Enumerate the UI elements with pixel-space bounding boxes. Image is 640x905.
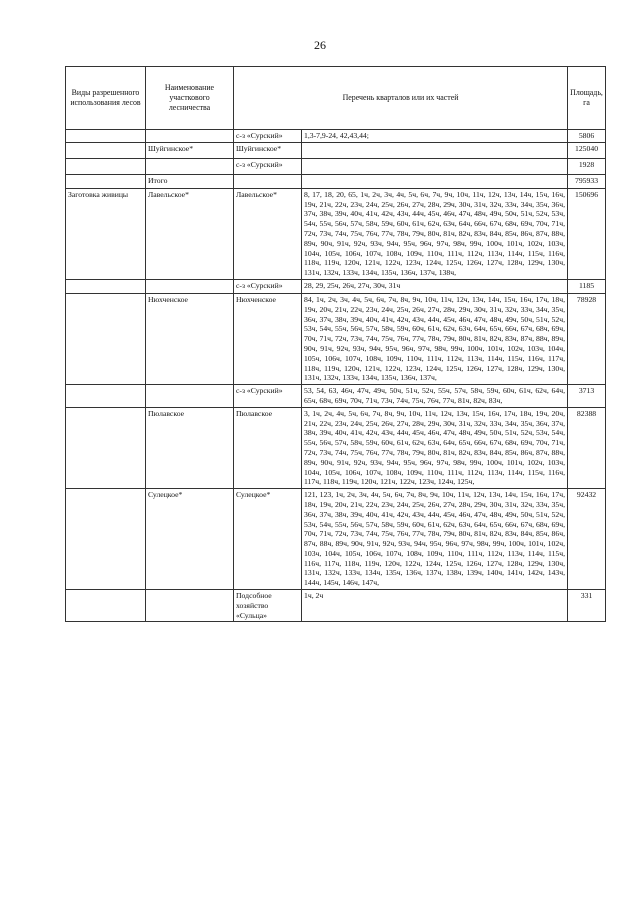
cell-district: Пюлавское [146, 407, 234, 488]
cell-quarters [302, 188, 568, 279]
cell-sub: с-з «Сурский» [234, 279, 302, 293]
header-row [66, 67, 606, 130]
cell-sub [234, 174, 302, 188]
quarters-list: 1,3-7,9-24, 42,43,44; [304, 131, 369, 140]
cell-quarters [302, 489, 568, 590]
quarters-list: 1ч, 2ч [304, 591, 324, 601]
header-quarters: Перечень кварталов или их частей [234, 67, 568, 130]
cell-quarters [302, 590, 568, 622]
forest-use-table [65, 66, 606, 622]
cell-sub: Нюхченское [234, 293, 302, 384]
table-row [66, 385, 606, 408]
cell-type [66, 158, 146, 174]
cell-area: 331 [568, 590, 606, 622]
cell-type: Заготовка живицы [66, 188, 146, 279]
cell-district: Лавельское* [146, 188, 234, 279]
header-area: Площадь, га [568, 67, 606, 130]
cell-quarters [302, 385, 568, 408]
cell-type [66, 293, 146, 384]
cell-sub: Пюлавское [234, 407, 302, 488]
table-row [66, 142, 606, 158]
page-number: 26 [314, 38, 326, 52]
cell-area: 5806 [568, 130, 606, 143]
cell-sub: с-з «Сурский» [234, 130, 302, 143]
cell-type [66, 142, 146, 158]
quarters-list: 84, 1ч, 2ч, 3ч, 4ч, 5ч, 6ч, 7ч, 8ч, 9ч, 10ч, 11ч, 12ч, 13ч, 14ч, 15ч, 16ч, 17ч, 18ч, 19ч, 20ч, 21ч, 22ч, 23ч, 24ч, 25ч, 26ч, 27ч, 28ч, 29ч, 30ч, 31ч, 32ч, 33ч, 34ч, 35ч, 36ч, 37ч, 38ч, 39ч, 40ч, 41ч, 42ч, 43ч, 44ч, 45ч, 46ч, 47ч, 48ч, 49ч, 50ч, 51ч, 52ч, 53ч, 54ч, 55ч, 56ч, 57ч, 58ч, 59ч, 60ч, 61ч, 62ч, 63ч, 64ч, 65ч, 66ч, 67ч, 68ч, 69ч, 70ч, 71ч, 72ч, 73ч, 74ч, 75ч, 76ч, 77ч, 78ч, 79ч, 80ч, 81ч, 82ч, 83ч, 87ч, 88ч, 89ч, 90ч, 91ч, 92ч, 93ч, 94ч, 95ч, 96ч, 97ч, 98ч, 99ч, 100ч, 101ч, 102ч, 103ч, 104ч, 105ч, 106ч, 107ч, 108ч, 109ч, 110ч, 111ч, 112ч, 113ч, 114ч, 115ч, 116ч, 117ч, 118ч, 119ч, 120ч, 121ч, 122ч, 123ч, 124ч, 125ч, 126ч, 127ч, 128ч, 129ч, 130ч, 131ч, 132ч, 133ч, 134ч, 135ч, 136ч, 137ч, [304, 294, 566, 383]
cell-type [66, 489, 146, 590]
cell-area: 78928 [568, 293, 606, 384]
cell-sub: Лавельское* [234, 188, 302, 279]
table-row [66, 279, 606, 293]
table-row [66, 293, 606, 384]
header-district: Наименование участкового лесничества [146, 67, 234, 130]
cell-sub: Подсобное хозяйство «Сульца» [234, 590, 302, 622]
cell-district [146, 590, 234, 622]
table-row [66, 158, 606, 174]
cell-quarters [302, 142, 568, 158]
cell-type [66, 385, 146, 408]
cell-area: 150696 [568, 188, 606, 279]
cell-quarters [302, 174, 568, 188]
total-row [66, 174, 606, 188]
cell-area: 82388 [568, 407, 606, 488]
cell-quarters [302, 293, 568, 384]
cell-type [66, 407, 146, 488]
cell-quarters [302, 407, 568, 488]
cell-district [146, 158, 234, 174]
cell-area: 1185 [568, 279, 606, 293]
cell-district [146, 385, 234, 408]
cell-district: Шуйгинское* [146, 142, 234, 158]
header-kind: Виды разрешенного использования лесов [66, 67, 146, 130]
cell-district: Сулецкое* [146, 489, 234, 590]
cell-type [66, 279, 146, 293]
table-row [66, 590, 606, 622]
cell-area: 795933 [568, 174, 606, 188]
cell-area: 125040 [568, 142, 606, 158]
quarters-list: 28, 29, 25ч, 26ч, 27ч, 30ч, 31ч [304, 280, 401, 290]
cell-quarters [302, 130, 568, 143]
cell-area: 1928 [568, 158, 606, 174]
cell-type [66, 130, 146, 143]
cell-district: Итого [146, 174, 234, 188]
cell-district [146, 279, 234, 293]
cell-sub: Сулецкое* [234, 489, 302, 590]
cell-area: 3713 [568, 385, 606, 408]
quarters-list: 3, 1ч, 2ч, 4ч, 5ч, 6ч, 7ч, 8ч, 9ч, 10ч, 11ч, 12ч, 13ч, 15ч, 16ч, 17ч, 18ч, 19ч, 20ч, 21ч, 22ч, 23ч, 24ч, 25ч, 26ч, 27ч, 28ч, 29ч, 30ч, 31ч, 32ч, 33ч, 34ч, 35ч, 36ч, 37ч, 38ч, 39ч, 40ч, 41ч, 42ч, 43ч, 44ч, 45ч, 46ч, 47ч, 48ч, 49ч, 50ч, 51ч, 52ч, 53ч, 54ч, 55ч, 56ч, 57ч, 58ч, 59ч, 60ч, 61ч, 62ч, 63ч, 64ч, 65ч, 66ч, 67ч, 68ч, 69ч, 70ч, 71ч, 72ч, 73ч, 74ч, 75ч, 76ч, 77ч, 78ч, 79ч, 80ч, 81ч, 82ч, 83ч, 84ч, 85ч, 86ч, 87ч, 88ч, 89ч, 90ч, 91ч, 92ч, 93ч, 94ч, 95ч, 96ч, 97ч, 98ч, 99ч, 100ч, 101ч, 102ч, 103ч, 104ч, 105ч, 106ч, 107ч, 108ч, 109ч, 110ч, 111ч, 112ч, 113ч, 114ч, 115ч, 116ч, 117ч, 118ч, 119ч, 120ч, 121ч, 122ч, 123ч, 124ч, 125ч, [304, 408, 566, 487]
quarters-list: 53, 54, 63, 46ч, 47ч, 49ч, 50ч, 51ч, 52ч, 55ч, 57ч, 58ч, 59ч, 60ч, 61ч, 62ч, 64ч, 65ч, 68ч, 69ч, 70ч, 71ч, 73ч, 74ч, 75ч, 76ч, 77ч, 81ч, 82ч, 83ч, [304, 386, 566, 405]
cell-sub: с-з «Сурский» [234, 385, 302, 408]
cell-district: Нюхченское [146, 293, 234, 384]
quarters-list: 121, 123, 1ч, 2ч, 3ч, 4ч, 5ч, 6ч, 7ч, 8ч, 9ч, 10ч, 11ч, 12ч, 13ч, 14ч, 15ч, 16ч, 17ч, 18ч, 19ч, 20ч, 21ч, 22ч, 23ч, 24ч, 25ч, 26ч, 27ч, 28ч, 29ч, 30ч, 31ч, 32ч, 33ч, 35ч, 36ч, 37ч, 38ч, 39ч, 40ч, 41ч, 42ч, 43ч, 44ч, 45ч, 46ч, 47ч, 48ч, 49ч, 50ч, 51ч, 52ч, 53ч, 54ч, 55ч, 56ч, 57ч, 58ч, 59ч, 60ч, 61ч, 62ч, 63ч, 64ч, 65ч, 66ч, 67ч, 68ч, 69ч, 70ч, 71ч, 72ч, 73ч, 74ч, 75ч, 76ч, 77ч, 78ч, 79ч, 80ч, 81ч, 82ч, 83ч, 84ч, 85ч, 86ч, 87ч, 88ч, 89ч, 90ч, 91ч, 92ч, 93ч, 94ч, 95ч, 96ч, 97ч, 98ч, 99ч, 100ч, 101ч, 102ч, 103ч, 104ч, 105ч, 106ч, 107ч, 108ч, 109ч, 110ч, 111ч, 112ч, 113ч, 114ч, 115ч, 116ч, 117ч, 118ч, 119ч, 120ч, 122ч, 124ч, 125ч, 126ч, 127ч, 128ч, 129ч, 130ч, 131ч, 132ч, 133ч, 134ч, 135ч, 136ч, 137ч, 138ч, 139ч, 140ч, 141ч, 142ч, 143ч, 144ч, 145ч, 146ч, 147ч, [304, 490, 566, 588]
cell-type [66, 174, 146, 188]
table-row [66, 489, 606, 590]
table-row [66, 188, 606, 279]
cell-type [66, 590, 146, 622]
cell-sub: с-з «Сурский» [234, 158, 302, 174]
cell-district [146, 130, 234, 143]
cell-sub: Шуйгинское* [234, 142, 302, 158]
cell-quarters [302, 158, 568, 174]
table-row [66, 130, 606, 143]
table-row [66, 407, 606, 488]
quarters-list: 8, 17, 18, 20, 65, 1ч, 2ч, 3ч, 4ч, 5ч, 6ч, 7ч, 9ч, 10ч, 11ч, 12ч, 13ч, 14ч, 15ч, 16ч, 19ч, 21ч, 22ч, 23ч, 24ч, 25ч, 26ч, 27ч, 28ч, 29ч, 30ч, 31ч, 32ч, 33ч, 34ч, 35ч, 36ч, 37ч, 38ч, 39ч, 40ч, 41ч, 42ч, 43ч, 44ч, 45ч, 46ч, 47ч, 48ч, 49ч, 50ч, 51ч, 52ч, 53ч, 54ч, 55ч, 56ч, 57ч, 58ч, 59ч, 60ч, 61ч, 62ч, 63ч, 64ч, 66ч, 67ч, 68ч, 69ч, 70ч, 71ч, 72ч, 73ч, 74ч, 75ч, 76ч, 77ч, 78ч, 79ч, 80ч, 81ч, 82ч, 83ч, 84ч, 85ч, 86ч, 87ч, 88ч, 89ч, 90ч, 91ч, 92ч, 93ч, 94ч, 95ч, 96ч, 97ч, 98ч, 99ч, 100ч, 101ч, 102ч, 103ч, 104ч, 105ч, 106ч, 107ч, 108ч, 109ч, 110ч, 111ч, 112ч, 113ч, 114ч, 115ч, 116ч, 118ч, 119ч, 120ч, 121ч, 122ч, 123ч, 124ч, 125ч, 126ч, 127ч, 128ч, 129ч, 130ч, 131ч, 132ч, 133ч, 134ч, 135ч, 136ч, 137ч, 138ч, [304, 189, 566, 278]
cell-quarters [302, 279, 568, 293]
cell-area: 92432 [568, 489, 606, 590]
